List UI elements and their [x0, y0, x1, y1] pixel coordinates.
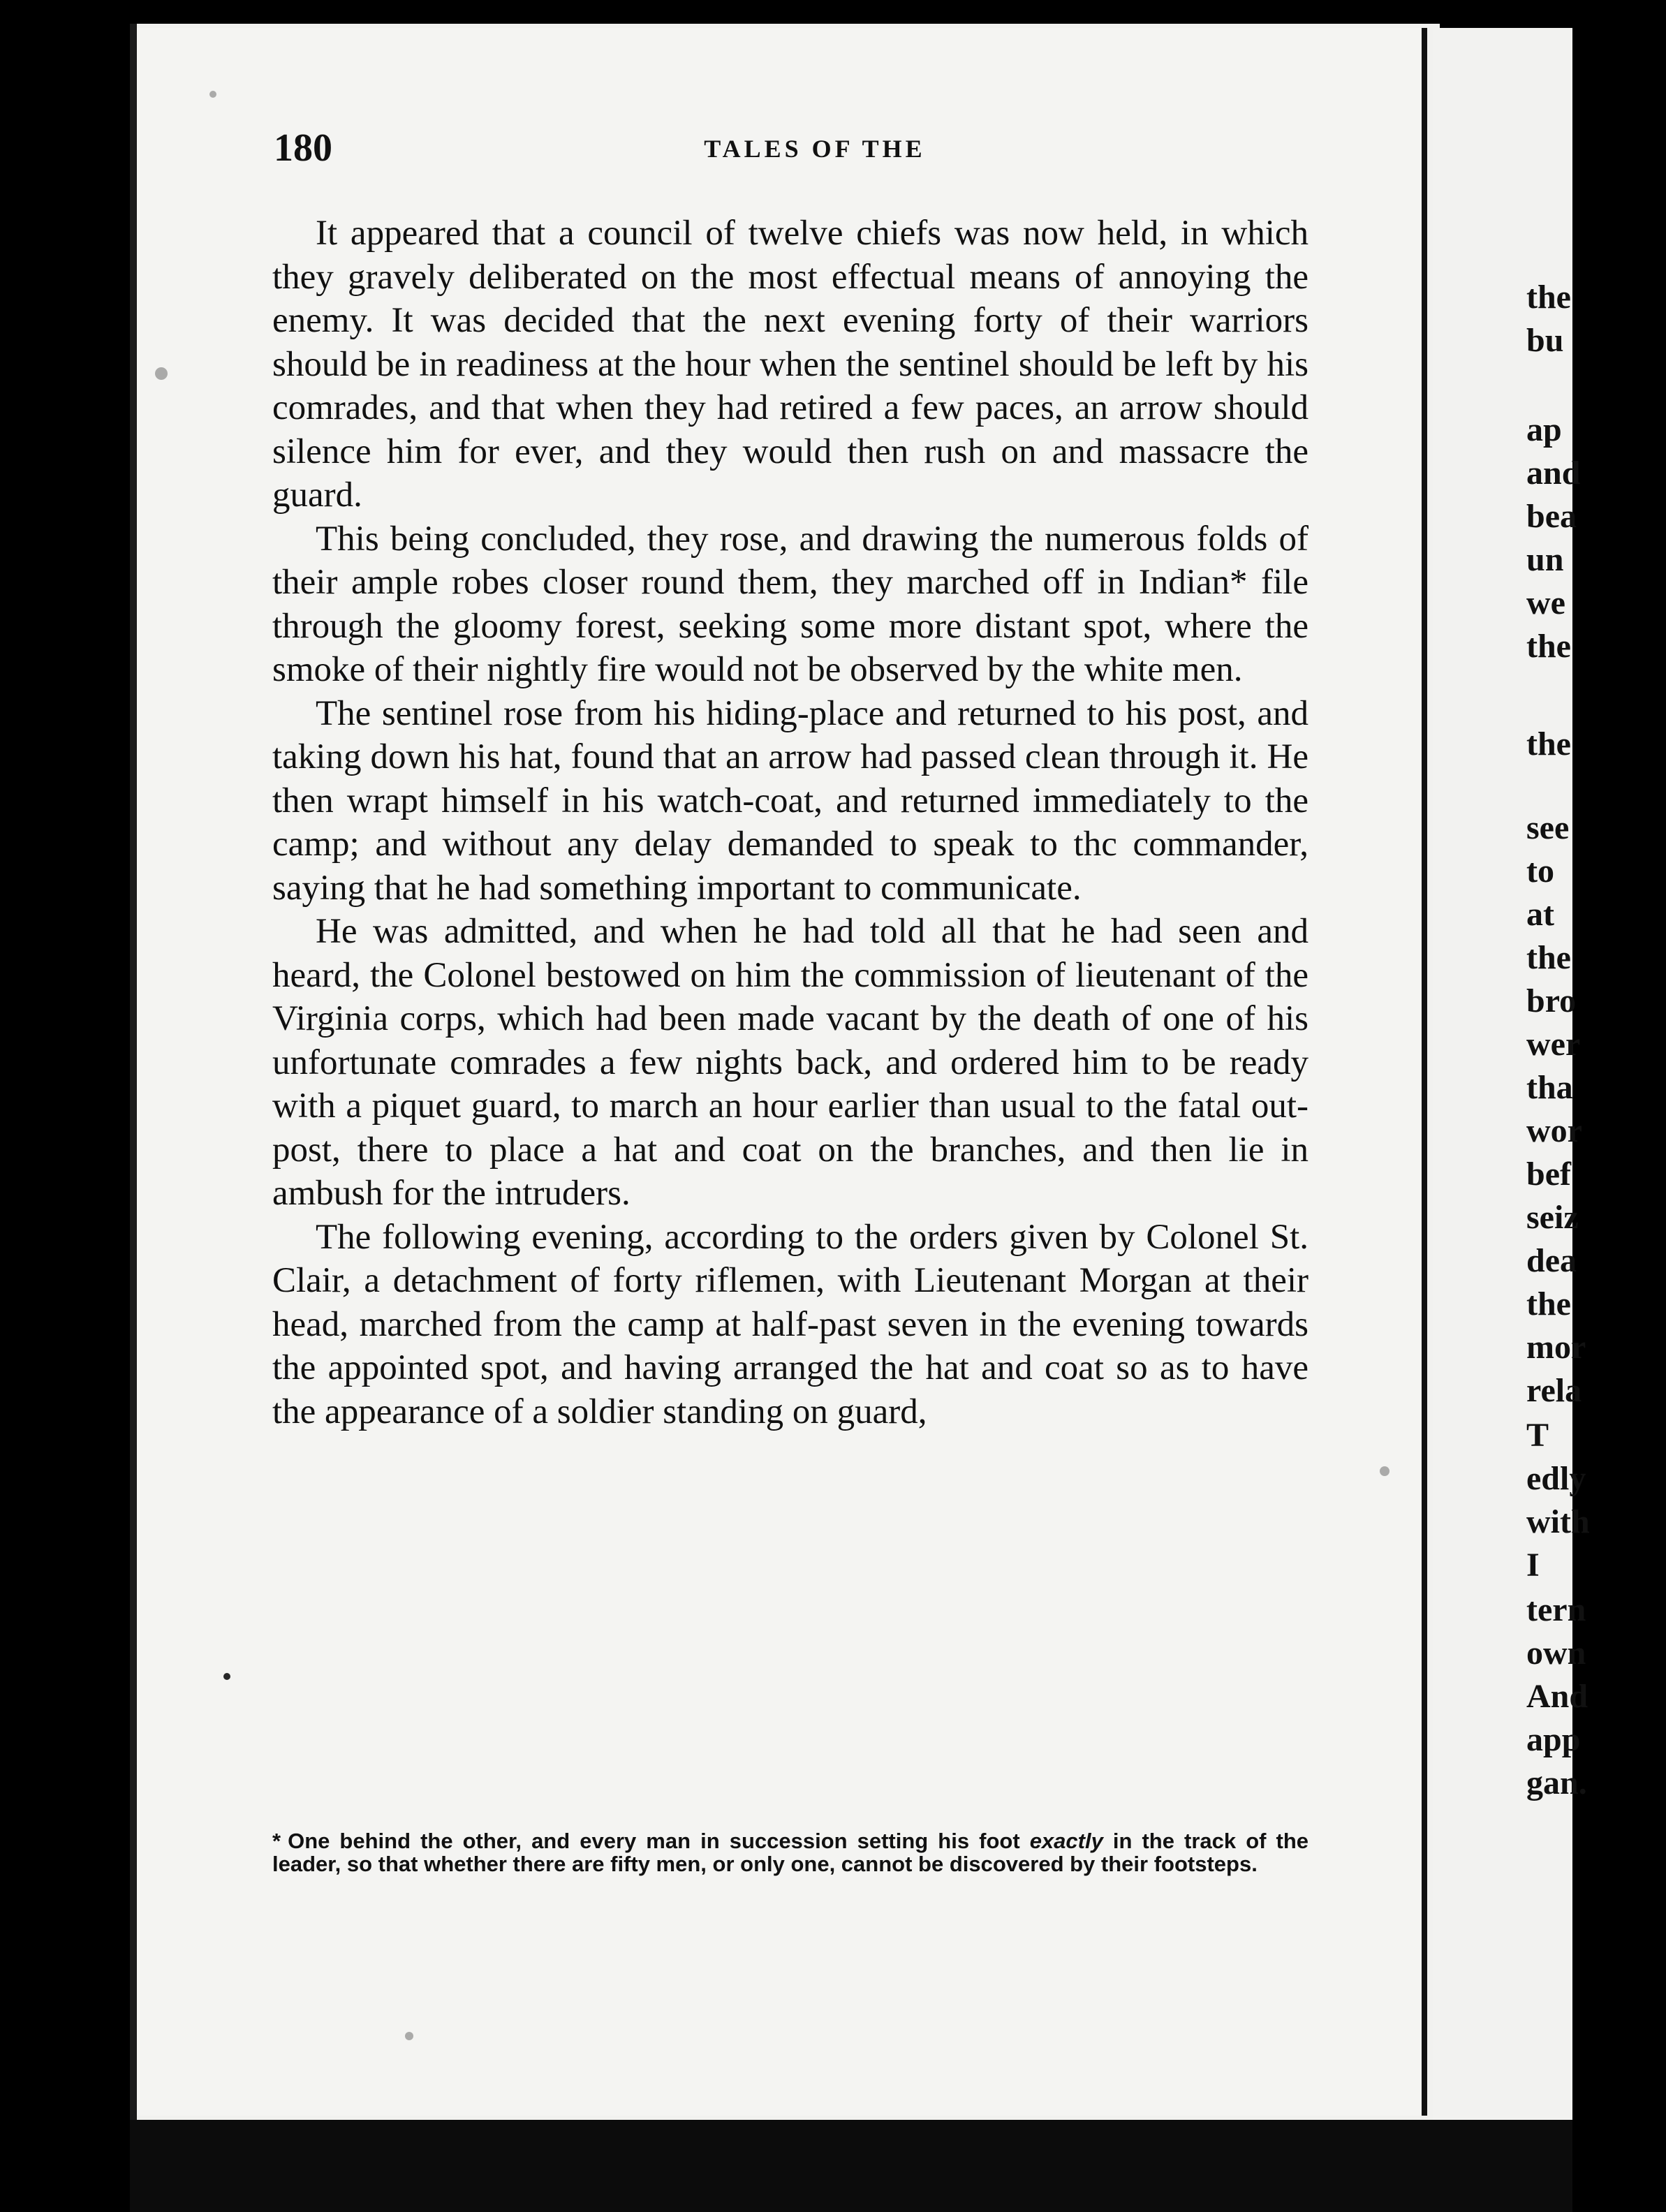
facing-page-line: ap [1526, 411, 1562, 448]
paragraph: The sentinel rose from his hiding-place and returned to his post, and taking down his hat, found that an arrow had passed clean through it. He then wrapt himself in his watch-coat, and returned immediately to the camp; and without any delay demanded to speak to thc commander, saying that he had something important to communicate. [272, 693, 1309, 908]
facing-page-line: bu [1526, 322, 1564, 359]
page-number: 180 [274, 126, 332, 170]
facing-page-line: seiz [1526, 1199, 1579, 1236]
facing-page-line: at [1526, 896, 1554, 933]
scan-speck [1380, 1466, 1389, 1476]
facing-page-line: the [1526, 628, 1571, 665]
paragraph: It appeared that a council of twelve chiefs was now held, in which they gravely deliberated on the most effectual means of annoying the enemy. It was decided that the next evening forty of their warriors should be in readiness at the hour when the sentinel should be left by his comrades, and that when they had retired a few paces, an arrow should silence him for ever, and they would then rush on and massacre the guard. [272, 214, 1309, 515]
facing-page-line: rela [1526, 1372, 1582, 1409]
paragraph: This being concluded, they rose, and drawing the numerous folds of their ample robes closer round them, they marched off in Indian* file through the gloomy forest, seeking some more distant spot, where the smoke of their nightly fire would not be observed by the white men. [272, 519, 1309, 689]
facing-page-line: tern [1526, 1591, 1586, 1628]
facing-page-line: gan. [1526, 1764, 1587, 1801]
footnote [272, 1829, 1309, 1875]
facing-page-line: mor [1526, 1329, 1586, 1366]
body-text [272, 212, 1309, 1433]
facing-page-line: see [1526, 809, 1570, 846]
facing-page-line: and [1526, 455, 1581, 492]
facing-page-line: I [1526, 1547, 1540, 1584]
facing-page-line: bef [1526, 1156, 1571, 1193]
running-title: TALES OF THE [704, 135, 926, 163]
facing-page-line: the [1526, 725, 1571, 762]
scan-border [130, 2120, 1572, 2212]
facing-page-line: the [1526, 1285, 1571, 1322]
page-header [274, 126, 1307, 175]
facing-page-line: with [1526, 1503, 1590, 1540]
footnote-mark: * [272, 1829, 281, 1853]
facing-page-line: wor [1526, 1112, 1582, 1149]
scan-speck [223, 1673, 230, 1680]
facing-page-line: the [1526, 279, 1571, 316]
footnote-emphasis: exactly [1029, 1829, 1103, 1853]
facing-page-line: T [1526, 1417, 1549, 1454]
facing-page-line: tha [1526, 1069, 1573, 1106]
footnote-text: in the track of the leader, so that whether there are fifty men, or only one, cannot be discovered by their footsteps. [272, 1829, 1309, 1876]
scan-speck [405, 2032, 413, 2040]
paragraph: The following evening, according to the orders given by Colonel St. Clair, a detachment of forty riflemen, with Lieutenant Morgan at their head, marched from the camp at half-past seven in the evening towards the appointed spot, and having arranged the hat and coat so as to have the appearance of a soldier standing on guard, [272, 1217, 1309, 1431]
facing-page-line: bro [1526, 982, 1577, 1019]
scan-speck [209, 91, 216, 98]
facing-page-line: And [1526, 1678, 1588, 1715]
facing-page-line: bea [1526, 498, 1577, 535]
facing-page-line: un [1526, 541, 1564, 578]
facing-page-line: to [1526, 853, 1554, 890]
scan-speck [155, 367, 168, 380]
facing-page [1433, 28, 1590, 2151]
paragraph: He was admitted, and when he had told all that he had seen and heard, the Colonel bestowed on him the commission of lieutenant of the Virginia corps, which had been made vacant by the death of one of his unfortunate comrades a few nights back, and ordered him to be ready with a piquet guard, to march an hour earlier than usual to the fatal out-post, there to place a hat and coat on the branches, and then lie in ambush for the intruders. [272, 912, 1309, 1213]
facing-page-line: app [1526, 1721, 1581, 1758]
facing-page-line: edly [1526, 1460, 1586, 1497]
footnote-text: One behind the other, and every man in succession setting his foot [288, 1829, 1030, 1853]
facing-page-line: dea [1526, 1242, 1577, 1279]
facing-page-line: the [1526, 939, 1571, 976]
facing-page-line: own [1526, 1635, 1586, 1672]
facing-page-line: wer [1526, 1026, 1581, 1063]
facing-page-line: we [1526, 584, 1565, 621]
